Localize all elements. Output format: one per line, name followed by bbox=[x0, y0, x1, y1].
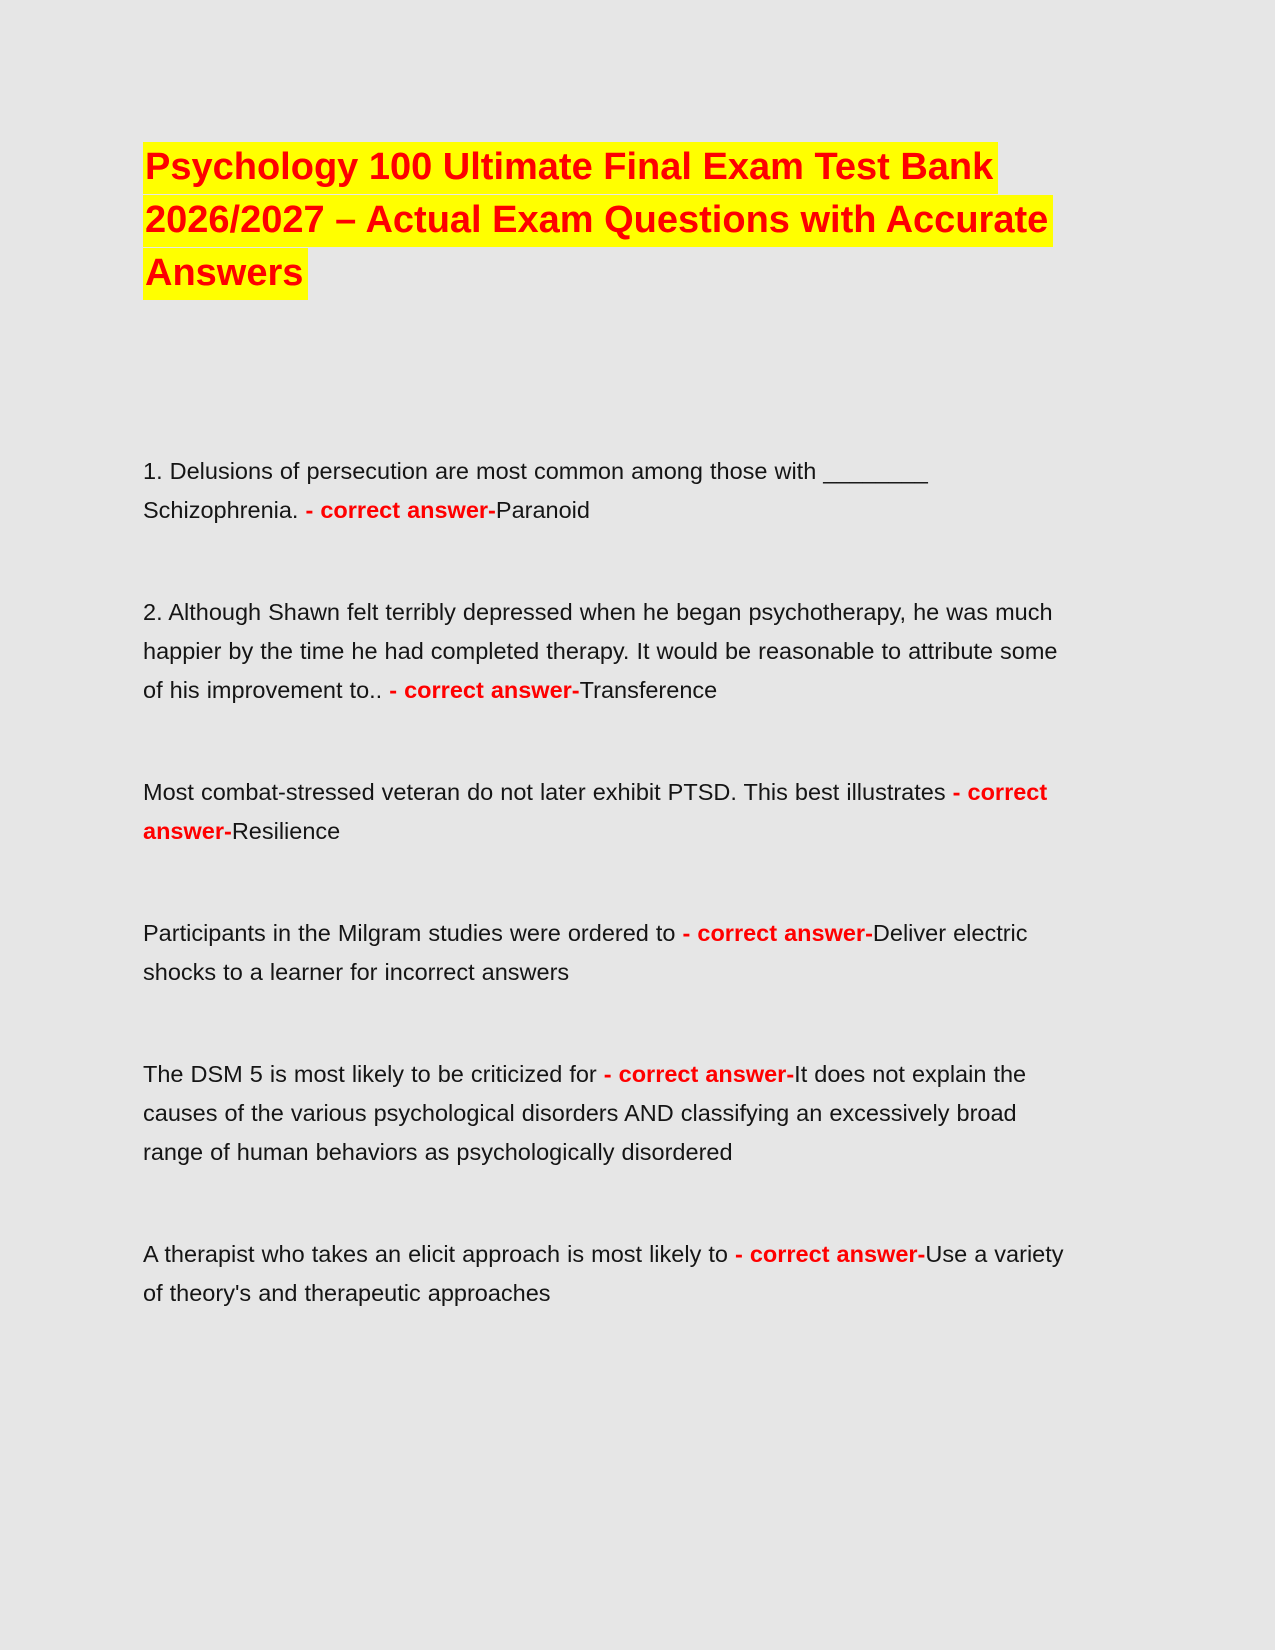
document-content bbox=[143, 141, 1075, 1376]
qa-item bbox=[143, 1235, 1075, 1313]
question-text: The DSM 5 is most likely to be criticized for bbox=[143, 1061, 604, 1087]
question-text: Participants in the Milgram studies were ordered to bbox=[143, 920, 683, 946]
correct-answer-label: - correct answer- bbox=[603, 1061, 795, 1087]
question-text: A therapist who takes an elicit approach is most likely to bbox=[143, 1241, 735, 1267]
qa-item bbox=[143, 452, 1075, 530]
document-title-highlight: Psychology 100 Ultimate Final Exam Test Bank 2026/2027 – Actual Exam Questions with Accurate Answers bbox=[143, 142, 1053, 300]
answer-text: Use a variety of theory's and therapeutic approaches bbox=[143, 1241, 1064, 1306]
correct-answer-label: - correct answer- bbox=[734, 1241, 926, 1267]
question-text: 2. Although Shawn felt terribly depressed when he began psychotherapy, he was much happier by the time he had completed therapy. It would be reasonable to attribute some of his improvement to.. bbox=[143, 599, 1058, 703]
qa-item bbox=[143, 773, 1075, 851]
answer-text: It does not explain the causes of the various psychological disorders AND classifying an excessively broad range of human behaviors as psychologically disordered bbox=[143, 1061, 1027, 1165]
question-text: Most combat-stressed veteran do not later exhibit PTSD. This best illustrates bbox=[143, 779, 953, 805]
correct-answer-label: - correct answer- bbox=[682, 920, 873, 946]
document-title bbox=[143, 141, 1075, 300]
question-text: 1. Delusions of persecution are most common among those with ________ Schizophrenia. bbox=[143, 458, 928, 523]
answer-text: Deliver electric shocks to a learner for incorrect answers bbox=[143, 920, 1028, 985]
qa-item bbox=[143, 593, 1075, 710]
qa-item bbox=[143, 914, 1075, 992]
answer-text: Resilience bbox=[231, 818, 341, 844]
qa-item bbox=[143, 1055, 1075, 1172]
answer-text: Transference bbox=[579, 677, 718, 703]
correct-answer-label: - correct answer- bbox=[305, 497, 496, 523]
correct-answer-label: - correct answer- bbox=[143, 779, 1048, 844]
correct-answer-label: - correct answer- bbox=[389, 677, 580, 703]
answer-text: Paranoid bbox=[495, 497, 590, 523]
